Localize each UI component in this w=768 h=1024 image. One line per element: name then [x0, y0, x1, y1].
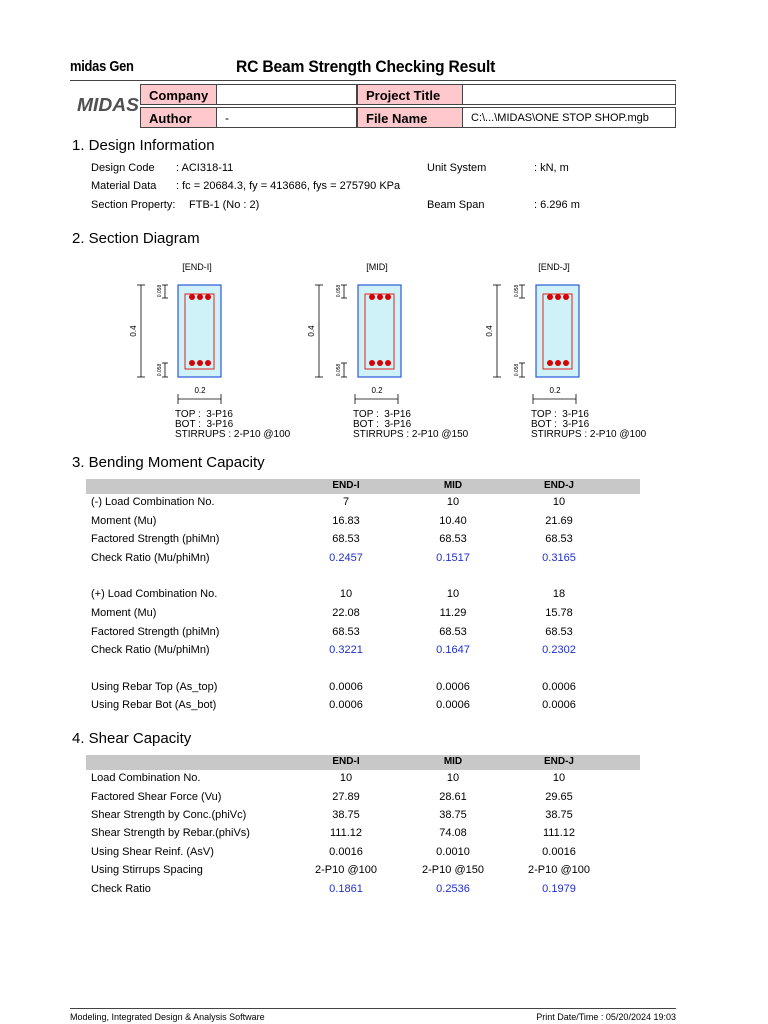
unit-system-label: Unit System	[427, 162, 487, 174]
row-label: Factored Shear Force (Vu)	[91, 791, 222, 803]
cell-value: 22.08	[332, 607, 360, 619]
stirrups-end-i: STIRRUPS : 2-P10 @100	[175, 429, 291, 440]
height-label: 0.4	[129, 325, 138, 337]
section-drawing-mid	[302, 278, 412, 408]
section-drawing-end-i	[125, 278, 235, 408]
bending-heading: 3. Bending Moment Capacity	[72, 454, 265, 471]
cell-value: 0.0006	[436, 681, 470, 693]
row-label: Load Combination No.	[91, 772, 201, 784]
bot-cover-label: 0.058	[336, 363, 342, 377]
bot-cover-label: 0.058	[157, 363, 163, 377]
cell-value: 68.53	[545, 626, 573, 638]
material-data-label: Material Data	[91, 180, 157, 192]
rebar-top-end-i: TOP : 3-P16	[175, 409, 233, 420]
design-code-value: : ACI318-11	[176, 162, 234, 174]
cell-value: 0.0006	[329, 699, 363, 711]
cell-value: 0.0006	[542, 681, 576, 693]
cell-value: 111.12	[329, 827, 362, 839]
rebar-bot-mid: BOT : 3-P16	[353, 419, 412, 430]
cell-value: 10	[446, 496, 460, 508]
cell-value: 10	[552, 772, 566, 784]
bot-cover-label: 0.058	[514, 363, 520, 377]
beam-span-label: Beam Span	[427, 199, 485, 211]
cell-value: 18	[552, 588, 566, 600]
footer-rule	[70, 1008, 676, 1009]
row-label: Moment (Mu)	[91, 607, 157, 619]
cell-value: 68.53	[332, 533, 360, 545]
cell-value: 0.1861	[329, 883, 363, 895]
unit-system-value: : kN, m	[534, 162, 569, 174]
row-label: (-) Load Combination No.	[91, 496, 215, 508]
logo-text: MIDAS	[77, 95, 139, 115]
shear-col-end-i: END-I	[332, 756, 360, 767]
stirrups-mid: STIRRUPS : 2-P10 @150	[353, 429, 469, 440]
beam-span-value: : 6.296 m	[534, 199, 580, 211]
author-label: Author	[140, 107, 217, 128]
cell-value: 16.83	[332, 515, 360, 527]
cell-value: 10	[446, 772, 460, 784]
bending-col-end-j: END-J	[543, 480, 574, 491]
cell-value: 68.53	[545, 533, 573, 545]
rebar-top-mid: TOP : 3-P16	[353, 409, 411, 420]
shear-col-mid: MID	[443, 756, 463, 767]
width-label: 0.2	[549, 386, 561, 395]
section-name-end-j: [END-J]	[538, 262, 570, 272]
design-code-label: Design Code	[91, 162, 155, 174]
top-cover-label: 0.058	[514, 284, 520, 298]
section-property-label: Section Property:	[91, 199, 176, 211]
section-property-value: FTB-1 (No : 2)	[189, 199, 260, 211]
cell-value: 74.08	[439, 827, 467, 839]
cell-value: 21.69	[545, 515, 573, 527]
cell-value: 111.12	[542, 827, 575, 839]
row-label: Using Rebar Bot (As_bot)	[91, 699, 217, 711]
cell-value: 0.3221	[329, 644, 363, 656]
footer-software: Modeling, Integrated Design & Analysis Software	[70, 1012, 265, 1022]
section-name-mid: [MID]	[366, 262, 388, 272]
cell-value: 0.2302	[542, 644, 576, 656]
cell-value: 0.0016	[329, 846, 363, 858]
row-label: (+) Load Combination No.	[91, 588, 218, 600]
cell-value: 38.75	[439, 809, 467, 821]
width-label: 0.2	[371, 386, 383, 395]
project-title-label: Project Title	[357, 84, 463, 105]
cell-value: 10	[552, 496, 566, 508]
material-data-value: : fc = 20684.3, fy = 413686, fys = 275790 KPa	[176, 180, 401, 192]
row-label: Using Shear Reinf. (AsV)	[91, 846, 214, 858]
author-value: -	[216, 107, 357, 128]
row-label: Moment (Mu)	[91, 515, 157, 527]
cell-value: 10	[339, 772, 353, 784]
row-label: Using Stirrups Spacing	[91, 864, 203, 876]
cell-value: 2-P10 @100	[528, 864, 590, 876]
document-title: RC Beam Strength Checking Result	[236, 57, 496, 76]
rebar-top-end-j: TOP : 3-P16	[531, 409, 589, 420]
cell-value: 0.0016	[542, 846, 576, 858]
width-label: 0.2	[194, 386, 206, 395]
cell-value: 68.53	[439, 533, 467, 545]
cell-value: 0.0006	[436, 699, 470, 711]
cell-value: 0.0006	[329, 681, 363, 693]
cell-value: 10.40	[439, 515, 467, 527]
cell-value: 28.61	[439, 791, 467, 803]
row-label: Shear Strength by Conc.(phiVc)	[91, 809, 247, 821]
cell-value: 38.75	[545, 809, 573, 821]
brand-name: midas Gen	[70, 58, 134, 75]
shear-heading: 4. Shear Capacity	[72, 730, 192, 747]
cell-value: 2-P10 @150	[422, 864, 484, 876]
file-name-label: File Name	[357, 107, 463, 128]
top-cover-label: 0.058	[157, 284, 163, 298]
row-label: Check Ratio	[91, 883, 151, 895]
cell-value: 0.0006	[542, 699, 576, 711]
cell-value: 2-P10 @100	[315, 864, 377, 876]
cell-value: 68.53	[439, 626, 467, 638]
cell-value: 0.2457	[329, 552, 363, 564]
cell-value: 11.29	[439, 607, 467, 619]
project-title-value	[462, 84, 676, 105]
file-name-value: C:\...\MIDAS\ONE STOP SHOP.mgb	[462, 107, 676, 128]
cell-value: 68.53	[332, 626, 360, 638]
bending-col-end-i: END-I	[332, 480, 360, 491]
cell-value: 0.0010	[436, 846, 470, 858]
row-label: Shear Strength by Rebar.(phiVs)	[91, 827, 250, 839]
row-label: Using Rebar Top (As_top)	[91, 681, 218, 693]
bending-col-mid: MID	[443, 480, 463, 491]
cell-value: 0.3165	[542, 552, 576, 564]
cell-value: 0.1979	[542, 883, 576, 895]
cell-value: 10	[446, 588, 460, 600]
section-name-end-i: [END-I]	[182, 262, 212, 272]
cell-value: 29.65	[545, 791, 573, 803]
midas-logo	[76, 94, 142, 116]
company-label: Company	[140, 84, 217, 105]
company-value	[216, 84, 357, 105]
height-label: 0.4	[485, 325, 494, 337]
cell-value: 38.75	[332, 809, 360, 821]
section-drawing-end-j	[480, 278, 590, 408]
rebar-bot-end-i: BOT : 3-P16	[175, 419, 234, 430]
design-info-heading: 1. Design Information	[72, 137, 215, 154]
cell-value: 0.2536	[436, 883, 470, 895]
header-rule	[70, 80, 676, 81]
row-label: Factored Strength (phiMn)	[91, 626, 220, 638]
row-label: Factored Strength (phiMn)	[91, 533, 220, 545]
footer-print-date: Print Date/Time : 05/20/2024 19:03	[536, 1012, 676, 1022]
stirrups-end-j: STIRRUPS : 2-P10 @100	[531, 429, 647, 440]
top-cover-label: 0.058	[336, 284, 342, 298]
height-label: 0.4	[307, 325, 316, 337]
section-diagram-heading: 2. Section Diagram	[72, 230, 200, 247]
shear-col-end-j: END-J	[543, 756, 574, 767]
cell-value: 0.1647	[436, 644, 470, 656]
row-label: Check Ratio (Mu/phiMn)	[91, 552, 210, 564]
cell-value: 0.1517	[436, 552, 470, 564]
row-label: Check Ratio (Mu/phiMn)	[91, 644, 210, 656]
cell-value: 7	[342, 496, 350, 508]
cell-value: 27.89	[332, 791, 360, 803]
cell-value: 15.78	[545, 607, 573, 619]
cell-value: 10	[339, 588, 353, 600]
rebar-bot-end-j: BOT : 3-P16	[531, 419, 590, 430]
